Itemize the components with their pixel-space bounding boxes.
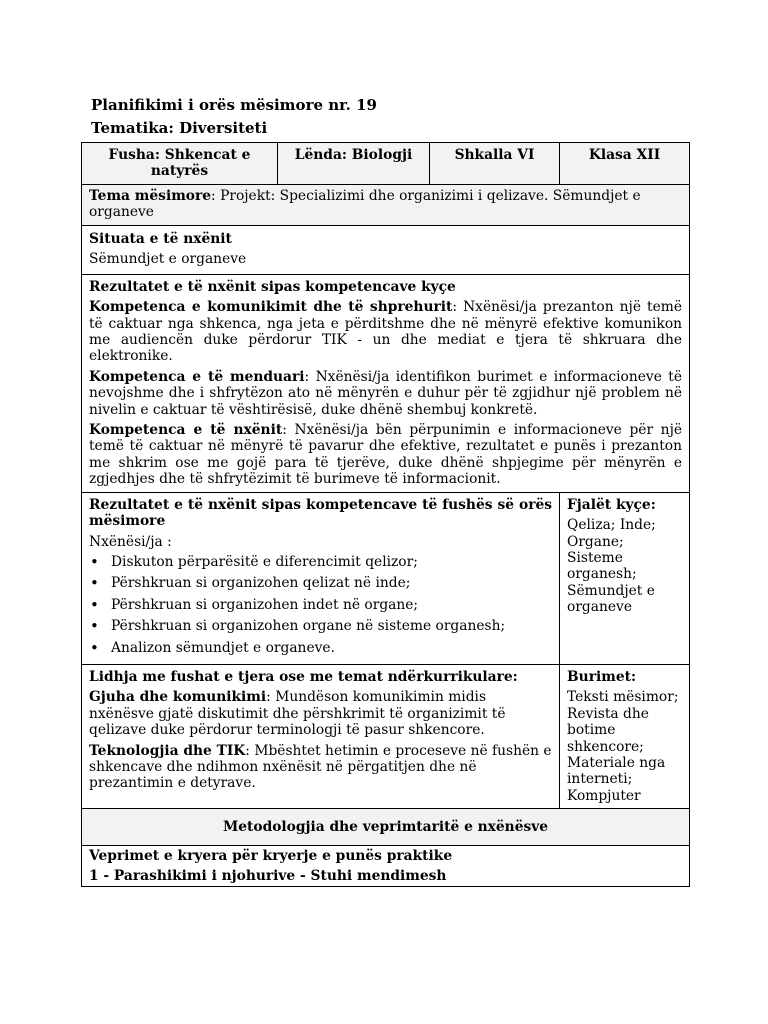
tema-text: : Projekt: Specializimi dhe organizimi i qelizave. Sëmundjet e organeve: [89, 188, 641, 221]
fusha-cell: Fusha: Shkencat e natyrës: [82, 143, 278, 185]
gjuha-label: Gjuha dhe komunikimi: [89, 689, 267, 706]
outcomes-list: [89, 554, 552, 656]
kompetenca-nxenit-text: : Nxënësi/ja bën përpunimin e informacioneve për një temë të caktuar në mënyrë të pavarur dhe efektive, rezultatet e punës i prezanton me shkrim ose me gojë para të tjerëve, duke dhënë shpjegime për mënyrën e zgjedhjes dhe të shfrytëzimit të burimeve të informacionit.: [89, 422, 683, 488]
kompetenca-menduari-label: Kompetenca e të menduari: [89, 368, 305, 385]
fjalet-kyce-text: Qeliza; Inde; Organe; Sisteme organesh; Sëmundjet e organeve: [567, 517, 656, 616]
shkalla-cell: Shkalla VI: [430, 143, 560, 185]
metodologjia-row: [82, 809, 690, 846]
klasa-cell: Klasa XII: [560, 143, 690, 185]
tik-label: Teknologjia dhe TIK: [89, 742, 246, 759]
fjalet-kyce-heading: Fjalët kyçe:: [567, 496, 656, 513]
metodologjia-heading: Metodologjia dhe veprimtaritë e nxënësve: [82, 809, 690, 846]
kompetencat-kyce-heading: Rezultatet e të nxënit sipas kompetencave kyçe: [89, 278, 456, 295]
kompetenca-nxenit-label: Kompetenca e të nxënit: [89, 422, 283, 439]
lenda-cell: Lënda: Biologji: [278, 143, 430, 185]
list-item: • Përshkruan si organizohen organe në sisteme organesh;: [111, 618, 552, 634]
veprimet-row: [82, 846, 690, 887]
header-row: [82, 143, 690, 185]
lidhja-row: [82, 664, 690, 808]
list-item: • Analizon sëmundjet e organeve.: [111, 640, 552, 656]
situata-label: Situata e të nxënit: [89, 231, 232, 247]
kompetenca-menduari-text: : Nxënësi/ja identifikon burimet e informacioneve të nevojshme dhe i shfrytëzon ato në mënyrën e duhur për të zgjidhur një problem në nivelin e caktuar të vështirësisë, duke dhënë shembuj konkretë.: [89, 368, 683, 418]
burimet-heading: Burimet:: [567, 668, 637, 685]
list-item: • Diskuton përparësitë e diferencimit qelizor;: [111, 554, 552, 570]
veprimet-heading: Veprimet e kryera për kryerje e punës praktike: [89, 848, 453, 865]
kompetencat-fushes-heading: Rezultatet e të nxënit sipas kompetencave të fushës së orës mësimore: [89, 496, 553, 530]
page-title: Planifikimi i orës mësimore nr. 19: [91, 96, 377, 114]
burimet-text: Teksti mësimor; Revista dhe botime shkencore; Materiale nga interneti; Kompjuter: [567, 689, 679, 804]
veprimet-step: 1 - Parashikimi i njohurive - Stuhi mendimesh: [89, 867, 447, 884]
kompetencat-fushes-intro: Nxënësi/ja :: [89, 533, 172, 550]
kompetenca-komunikimit-text: : Nxënësi/ja prezanton një temë të caktuar nga shkenca, nga jeta e përditshme dhe në mënyrë efektive komunikon me audiencën duke përdorur TIK - un dhe mediat e tjera të shkruara dhe elektronike.: [89, 299, 683, 365]
lesson-plan-table: [81, 142, 690, 887]
situata-text: Sëmundjet e organeve: [89, 251, 247, 268]
lidhja-heading: Lidhja me fushat e tjera ose me temat ndërkurrikulare:: [89, 668, 518, 685]
theme-line: Tematika: Diversiteti: [91, 119, 268, 137]
list-item: • Përshkruan si organizohen indet në organe;: [111, 597, 552, 613]
tema-row: [82, 185, 690, 226]
tik-text: : Mbështet hetimin e proceseve në fushën e shkencave dhe ndihmon nxënësit në përgatitjen dhe në prezantimin e detyrave.: [89, 742, 552, 792]
situata-row: [82, 226, 690, 275]
kompetencat-kyce-row: [82, 274, 690, 492]
kompetencat-fushes-row: [82, 492, 690, 664]
kompetenca-komunikimit-label: Kompetenca e komunikimit dhe të shprehurit: [89, 299, 453, 316]
gjuha-text: : Mundëson komunikimin midis nxënësve gjatë diskutimit dhe përshkrimit të organizimit të qelizave duke përdorur terminologji të pasur shkencore.: [89, 689, 506, 739]
tema-label: Tema mësimore: [89, 188, 212, 204]
list-item: • Përshkruan si organizohen qelizat në inde;: [111, 575, 552, 591]
